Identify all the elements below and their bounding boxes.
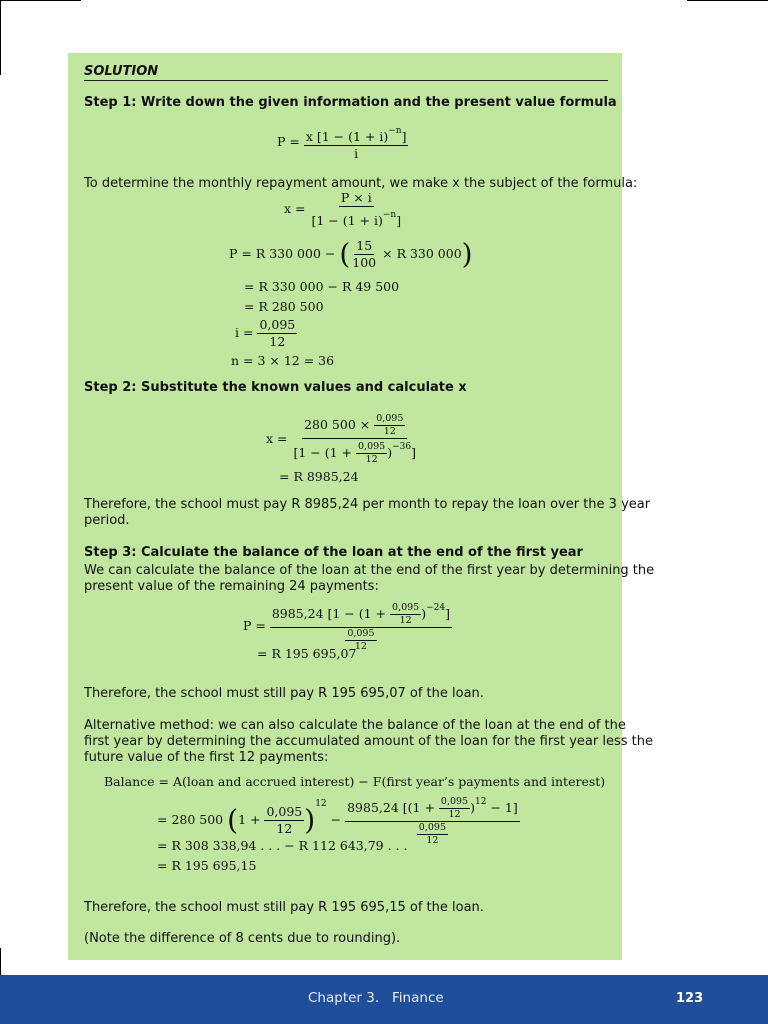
step2-heading: Step 2: Substitute the known values and calculate x [84,380,467,395]
x-calculation: x = 280 500 × $\frac{0,095}{12}$ [1 − (1 + $\frac{0,095}{12}$ )$^{-36}$] [266,413,416,465]
balance-line: Balance = A(loan and accrued interest) − F(first year’s payments and interest) [104,774,606,789]
crop-mark [0,0,81,1]
p2-result: = R 195 695,07 [257,646,357,661]
x-result: = R 8985,24 [279,469,359,484]
rounding-note: (Note the difference of 8 cents due to rounding). [84,931,401,946]
page-number: 123 [676,991,704,1006]
step2-conclusion-line2: period. [84,513,130,528]
balance-calculation: = 280 500 (1 + $\frac{0,095}{12}$ )$^{12}$ − 8985,24 [(1 + $\frac{0,095}{12}$ )$^{12}$ − 1] $\frac{0,095}{12}$ [157,796,518,846]
p-calculation-line2: = R 330 000 − R 49 500 [244,279,400,294]
p-calculation: P = R 330 000 − ( $\frac{15}{100}$ × R 330 000) [229,237,473,271]
step3-text-line1: We can calculate the balance of the loan at the end of the first year by determining the [84,563,655,578]
solution-heading: SOLUTION [84,64,159,79]
make-subject-text: To determine the monthly repayment amount, we make x the subject of the formula: [84,176,638,191]
step2-conclusion-line1: Therefore, the school must pay R 8985,24 per month to repay the loan over the 3 year [84,497,651,512]
heading-rule [84,80,608,81]
alt-method-line3: future value of the first 12 payments: [84,750,329,765]
alt-conclusion: Therefore, the school must still pay R 195 695,15 of the loan. [84,900,484,915]
step1-heading: Step 1: Write down the given information and the present value formula [84,95,617,110]
formula-present-value: P = $\frac{x [1 - (1 + i)^{-n}]}{i}$ [277,126,407,161]
p-calculation-line3: = R 280 500 [244,299,324,314]
balance-line3: = R 195 695,15 [157,858,257,873]
p2-calculation: P = 8985,24 [1 − (1 + $\frac{0,095}{12}$ )$^{-24}$] $\frac{0,095}{12}$ [243,602,451,652]
alt-method-line1: Alternative method: we can also calculate the balance of the loan at the end of the [84,718,626,733]
alt-method-line2: first year by determining the accumulated amount of the loan for the first year less the [84,734,653,749]
crop-mark [687,0,768,1]
formula-x: x = $\frac{P \times i}{[1 - (1 + i)^{-n}]}$ [284,190,402,228]
i-calculation: i = $\frac{0,095}{12}$ [235,317,296,349]
crop-mark [0,948,1,975]
step3-conclusion: Therefore, the school must still pay R 195 695,07 of the loan. [84,686,484,701]
step3-heading: Step 3: Calculate the balance of the loan at the end of the first year [84,545,583,560]
crop-mark [0,0,1,75]
n-calculation: n = 3 × 12 = 36 [231,353,335,368]
step3-text-line2: present value of the remaining 24 payments: [84,579,379,594]
balance-line2: = R 308 338,94 . . . − R 112 643,79 . . . [157,838,408,853]
chapter-label: Chapter 3. Finance [308,990,444,1006]
